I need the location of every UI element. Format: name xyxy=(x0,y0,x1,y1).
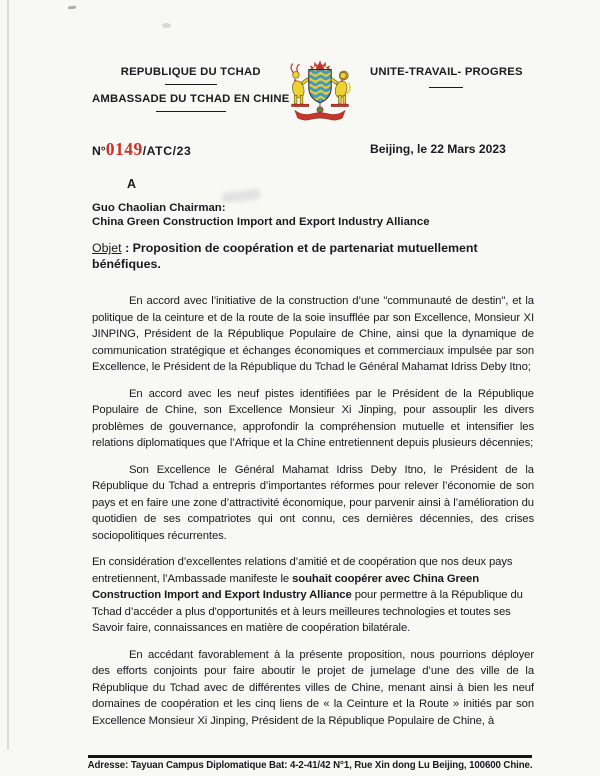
goat-supporter xyxy=(291,64,309,104)
embassy-title: AMBASSADE DU TCHAD EN CHINE xyxy=(92,93,290,105)
body-paragraph xyxy=(92,293,534,376)
addressee-organization: China Green Construction Import and Export Industry Alliance xyxy=(92,216,430,228)
text-segment: pour permettre à la République du Tchad d’accéder a plus d'opportunités et à leurs meilleures technologies et toutes ses Savoir faire, connaissances en matière de coopération bilatérale. xyxy=(92,589,523,634)
reference-prefix: N° xyxy=(92,144,106,158)
divider-rule xyxy=(156,111,226,112)
page-footer xyxy=(0,750,600,776)
divider-rule xyxy=(165,84,217,85)
divider-rule xyxy=(429,87,463,88)
scan-speck xyxy=(162,23,171,28)
reference-number xyxy=(92,139,191,160)
subject-text: Proposition de coopération et de partenariat mutuellement bénéfiques. xyxy=(92,241,478,271)
text-segment: En accord avec les neuf pistes identifiées par le Président de la République Populaire de Chine, son Excellence Monsieur Xi Jinping, pour assouplir les divers problèmes de gouvernance, approfondir la compréhension mutuelle et intensifier les relations diplomatiques que l’Afrique et la Chine entretiennent depuis plusieurs décennies; xyxy=(92,387,534,449)
reference-suffix: /ATC/23 xyxy=(142,144,192,158)
lion-supporter xyxy=(331,71,350,104)
chad-coat-of-arms xyxy=(287,58,353,122)
bold-text-segment: souhait coopérer avec China Green Construction Import and Export Industry Alliance xyxy=(92,572,480,601)
chad-coat-of-arms-icon xyxy=(287,58,353,122)
salutation: A xyxy=(127,177,137,191)
subject-separator: : xyxy=(121,241,133,255)
republic-title: REPUBLIQUE DU TCHAD xyxy=(120,66,261,78)
body-paragraph xyxy=(92,647,534,730)
subject-line xyxy=(92,240,520,272)
letter-body xyxy=(92,293,534,739)
addressee-name: Guo Chaolian Chairman: xyxy=(92,202,226,214)
text-segment: En considération d’excellentes relations d’amitié et de coopération que nos deux pays entretiennent, l’Ambassade manifeste le xyxy=(92,556,513,585)
letterhead-left xyxy=(92,66,289,112)
motto: UNITE-TRAVAIL- PROGRES xyxy=(370,66,523,78)
scan-edge-shadow xyxy=(7,0,9,776)
footer-address: Adresse: Tayuan Campus Diplomatique Bat: 4-2-41/42 N°1, Rue Xin dong Lu Beijing, 100600 Chine. xyxy=(87,760,533,771)
body-paragraph xyxy=(92,386,534,452)
scan-smudge xyxy=(222,189,261,204)
body-paragraph xyxy=(92,554,534,637)
scan-speck xyxy=(68,6,76,10)
text-segment: Son Excellence le Général Mahamat Idriss Deby Itno, le Président de la République du Tchad a entrepris d’importantes réformes pour relever l’économie de son pays et en faire une zone d’attractivité économique, pour parvenir ainsi à l’amélioration du quotidien de ses compatriotes qui ont connu, ces dernières décennies, des crises sociopolitiques récurrentes. xyxy=(92,463,534,542)
body-paragraph xyxy=(92,462,534,545)
text-segment: En accédant favorablement à la présente proposition, nous pourrions déployer des efforts conjoints pour faire aboutir le projet de jumelage d’une des ville de la République du Tchad avec de différentes villes de Chine, menant ainsi à bien les neuf domaines de coopération et les cinq liens de « la Ceinture et la Route » initiés par son Excellence Monsieur Xi Jinping, Président de la République Populaire de Chine, à xyxy=(92,648,534,727)
footer-rule xyxy=(88,755,532,758)
dateline: Beijing, le 22 Mars 2023 xyxy=(370,142,506,156)
letterhead-right xyxy=(370,66,523,88)
reference-digits: 0149 xyxy=(105,139,143,159)
text-segment: En accord avec l’initiative de la construction d’une "communauté de destin", et la politique de la ceinture et de la route de la soie insufflée par son Excellence, Monsieur XI JINPING, Président de la République Populaire de Chine, ainsi que la dynamique de communication stratégique et échanges économiques et commerciaux impulsée par son Excellence, le Président de la République du Tchad le Général Mahamat Idriss Deby Itno; xyxy=(92,295,534,373)
subject-label: Objet xyxy=(92,241,122,255)
